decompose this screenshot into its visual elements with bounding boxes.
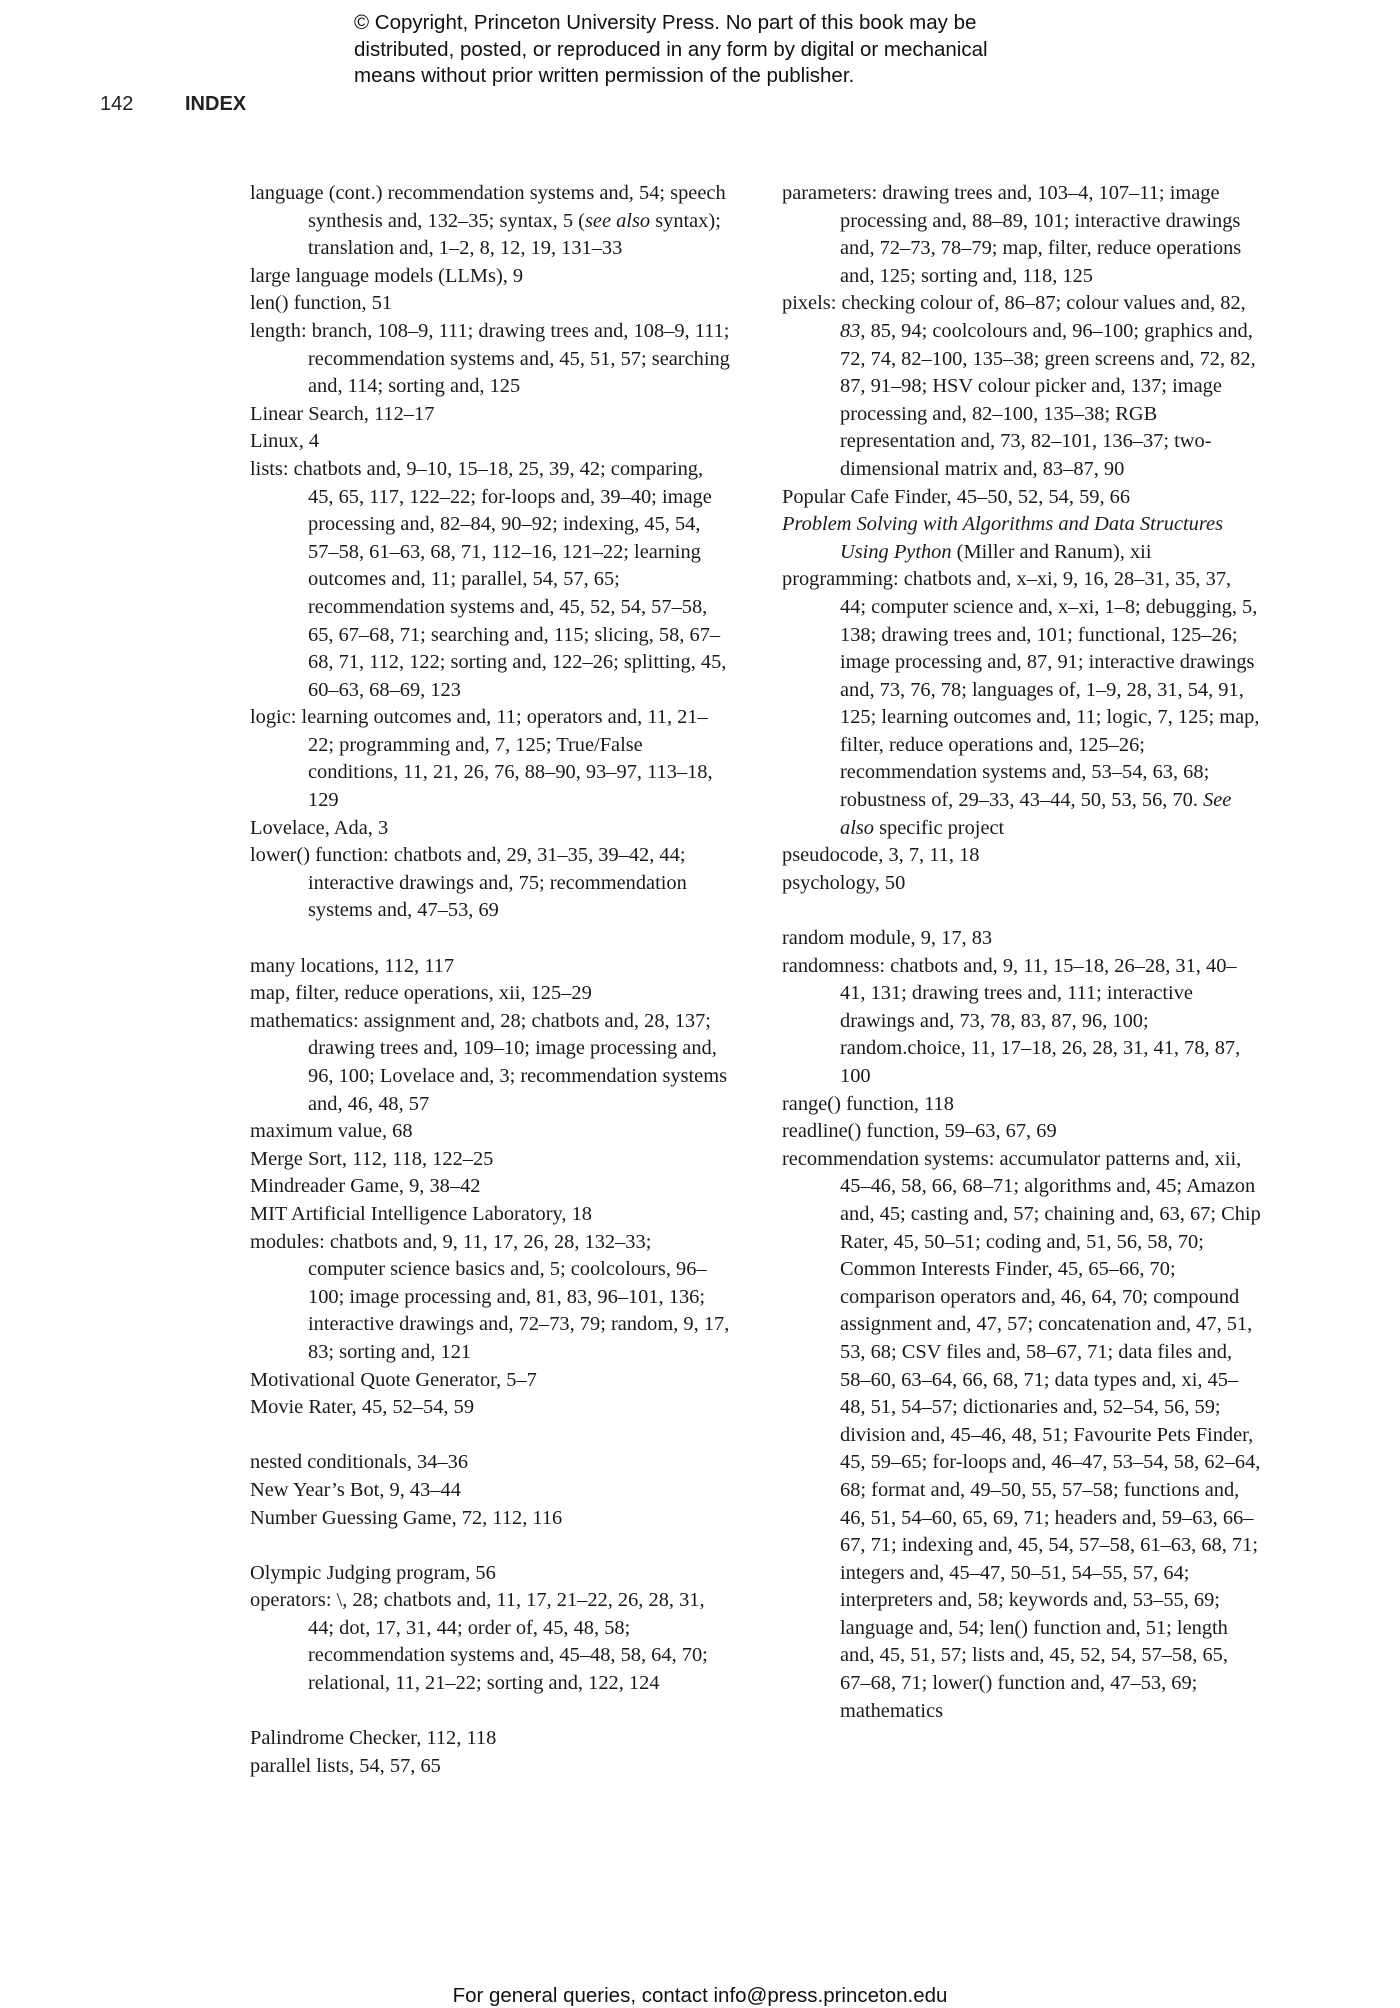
index-entry [250, 1146, 730, 1174]
index-entry-text: map, filter, reduce operations, xii, 125–29 [250, 982, 592, 1005]
index-entry-italic: See also [840, 789, 1232, 839]
index-entry-text: Mindreader Game, 9, 38–42 [250, 1175, 481, 1198]
index-entry-italic: 83 [840, 319, 861, 342]
index-entry [250, 290, 730, 318]
index-entry [250, 1477, 730, 1505]
index-entry-text: lower() function: chatbots and, 29, 31–35, 39–42, 44; interactive drawings and, 75; recommendation systems and, 47–53, 69 [250, 844, 687, 922]
index-entry-text: random module, 9, 17, 83 [782, 927, 993, 950]
index-entry-text: Linear Search, 112–17 [250, 402, 435, 425]
index-entry [250, 1587, 730, 1697]
index-entry [782, 1091, 1262, 1119]
index-entry-text: Olympic Judging program, 56 [250, 1561, 496, 1584]
index-entry-text: Movie Rater, 45, 52–54, 59 [250, 1396, 475, 1419]
index-entry [250, 1008, 730, 1118]
footer-contact: For general queries, contact info@press.princeton.edu [452, 1984, 948, 2007]
index-entry [782, 953, 1262, 1091]
index-entry [782, 842, 1262, 870]
copyright-notice [354, 10, 1114, 90]
index-entry-italic: Problem Solving with Algorithms and Data Structures Using Python [782, 513, 1224, 563]
index-entry [782, 290, 1262, 483]
index-entry [782, 484, 1262, 512]
index-entry [250, 1367, 730, 1395]
index-entry-continuation: syntax); translation and, 1–2, 8, 12, 19, 131–33 [308, 209, 721, 260]
index-entry [250, 1394, 730, 1422]
index-entry [250, 401, 730, 429]
index-entry-text: recommendation systems: accumulator patterns and, xii, 45–46, 58, 66, 68–71; algorithms and, 45; Amazon and, 45; casting and, 57; chaining and, 63, 67; Chip Rater, 45, 50–51; coding and, 51, 56, 58, 70; Common Interests Finder, 45, 65–66, 70; comparison operators and, 46, 64, 70; compound assignment and, 47, 57; concatenation and, 47, 51, 53, 68; CSV files and, 58–67, 71; data files and, 58–60, 63–64, 66, 68, 71; data types and, xi, 45–48, 51, 54–57; dictionaries and, 52–54, 56, 59; division and, 45–46, 48, 51; Favourite Pets Finder, 45, 59–65; for-loops and, 46–47, 53–54, 58, 62–64, 68; format and, 49–50, 55, 57–58; functions and, 46, 51, 54–60, 65, 69, 71; headers and, 59–63, 66–67, 71; indexing and, 45, 54, 57–58, 61–63, 68, 71; integers and, 45–47, 50–51, 54–55, 57, 64; interpreters and, 58; keywords and, 53–55, 69; language and, 54; len() function and, 51; length and, 45, 51, 57; lists and, 45, 52, 54, 57–58, 65, 67–68, 71; lower() function and, 47–53, 69; mathematics [782, 1147, 1261, 1722]
index-entry-text: modules: chatbots and, 9, 11, 17, 26, 28, 132–33; computer science basics and, 5; coolcolours, 96–100; image processing and, 81, 83, 96–101, 136; interactive drawings and, 72–73, 79; random, 9, 17, 83; sorting and, 121 [250, 1230, 730, 1363]
index-entry-text: Lovelace, Ada, 3 [250, 816, 389, 839]
index-entry [782, 180, 1262, 290]
index-entry-text: language (cont.) recommendation systems and, 54; speech synthesis and, 132–35; syntax, 5 ( [250, 182, 726, 232]
index-entry [250, 1449, 730, 1477]
index-entry-italic: see also [584, 209, 651, 232]
index-entry [250, 318, 730, 401]
index-entry [250, 180, 730, 263]
index-entry-text: MIT Artificial Intelligence Laboratory, 18 [250, 1202, 592, 1225]
index-entry-text: nested conditionals, 34–36 [250, 1451, 469, 1474]
index-entry-text: mathematics: assignment and, 28; chatbots and, 28, 137; drawing trees and, 109–10; image processing and, 96, 100; Lovelace and, 3; recommendation systems and, 46, 48, 57 [250, 1009, 728, 1115]
index-entry-text: Palindrome Checker, 112, 118 [250, 1727, 497, 1750]
index-entry [782, 511, 1262, 566]
index-entry [250, 1201, 730, 1229]
index-column-left [250, 180, 730, 1780]
index-entry [782, 925, 1262, 953]
index-entry [250, 815, 730, 843]
index-entry-text: many locations, 112, 117 [250, 954, 455, 977]
running-head: INDEX [185, 93, 247, 115]
letter-group-gap [250, 1422, 730, 1450]
index-entry-text: New Year’s Bot, 9, 43–44 [250, 1478, 461, 1501]
index-entry [782, 1146, 1262, 1725]
index-entry-text: length: branch, 108–9, 111; drawing trees and, 108–9, 111; recommendation systems and, 45, 51, 57; searching and, 114; sorting and, 125 [250, 319, 730, 398]
index-entry-text: lists: chatbots and, 9–10, 15–18, 25, 39, 42; comparing, 45, 65, 117, 122–22; for-loops and, 39–40; image processing and, 82–84, 90–92; indexing, 45, 54, 57–58, 61–63, 68, 71, 112–16, 121–22; learning outcomes and, 11; parallel, 54, 57, 65; recommendation systems and, 45, 52, 54, 57–58, 65, 67–68, 71; searching and, 115; slicing, 58, 67–68, 71, 112, 122; sorting and, 122–26; splitting, 45, 60–63, 68–69, 123 [250, 457, 727, 701]
index-entry-text: large language models (LLMs), 9 [250, 264, 524, 287]
index-entry [782, 870, 1262, 898]
index-entry-continuation: specific project [874, 816, 1005, 839]
letter-group-gap [250, 925, 730, 953]
index-entry-text: range() function, 118 [782, 1092, 954, 1115]
index-entry [250, 456, 730, 704]
index-entry [250, 980, 730, 1008]
index-entry [250, 953, 730, 981]
index-entry-text: len() function, 51 [250, 292, 393, 315]
index-entry-text: Linux, 4 [250, 430, 320, 453]
index-entry [250, 1560, 730, 1588]
index-entry [250, 1753, 730, 1781]
index-column-right [782, 180, 1262, 1725]
index-entry-text: pixels: checking colour of, 86–87; colour values and, 82, [782, 292, 1246, 315]
index-entry-text: parameters: drawing trees and, 103–4, 107–11; image processing and, 88–89, 101; interactive drawings and, 72–73, 78–79; map, filter, reduce operations and, 125; sorting and, 118, 125 [782, 182, 1242, 287]
index-entry [250, 428, 730, 456]
index-entry-text: Popular Cafe Finder, 45–50, 52, 54, 59, 66 [782, 485, 1131, 508]
copyright-line: distributed, posted, or reproduced in any form by digital or mechanical [354, 37, 988, 61]
index-entry [250, 1118, 730, 1146]
index-entry-continuation: , 85, 94; coolcolours and, 96–100; graphics and, 72, 74, 82–100, 135–38; green screens and, 72, 82, 87, 91–98; HSV colour picker and, 137; image processing and, 82–100, 135–38; RGB representation and, 73, 82–101, 136–37; two-dimensional matrix and, 83–87, 90 [840, 319, 1256, 480]
index-entry-text: programming: chatbots and, x–xi, 9, 16, 28–31, 35, 37, 44; computer science and, x–xi, 1–8; debugging, 5, 138; drawing trees and, 101; functional, 125–26; image processing and, 87, 91; interactive drawings and, 73, 76, 78; languages of, 1–9, 28, 31, 54, 91, 125; learning outcomes and, 11; logic, 7, 125; map, filter, reduce operations and, 125–26; recommendation systems and, 53–54, 63, 68; robustness of, 29–33, 43–44, 50, 53, 56, 70. [782, 568, 1260, 812]
index-entry-text: parallel lists, 54, 57, 65 [250, 1754, 441, 1777]
copyright-line: means without prior written permission of the publisher. [354, 64, 855, 87]
index-entry [782, 566, 1262, 842]
index-entry [250, 1229, 730, 1367]
index-entry-continuation: (Miller and Ranum), xii [951, 540, 1152, 563]
index-entry-text: Number Guessing Game, 72, 112, 116 [250, 1506, 563, 1529]
index-entry-text: Motivational Quote Generator, 5–7 [250, 1368, 537, 1391]
index-entry [250, 1173, 730, 1201]
index-entry-text: randomness: chatbots and, 9, 11, 15–18, 26–28, 31, 40–41, 131; drawing trees and, 111; interactive drawings and, 73, 78, 83, 87, 96, 100; random.choice, 11, 17–18, 26, 28, 31, 41, 78, 87, 100 [782, 954, 1241, 1087]
letter-group-gap [782, 897, 1262, 925]
index-entry [250, 263, 730, 291]
index-entry-text: maximum value, 68 [250, 1120, 413, 1143]
index-entry [250, 842, 730, 925]
letter-group-gap [250, 1698, 730, 1726]
page-number: 142 [100, 93, 134, 115]
index-entry-text: readline() function, 59–63, 67, 69 [782, 1120, 1057, 1143]
copyright-line: © Copyright, Princeton University Press. No part of this book may be [354, 11, 977, 34]
index-entry-text: pseudocode, 3, 7, 11, 18 [782, 844, 980, 867]
index-entry [250, 704, 730, 814]
index-entry-text: logic: learning outcomes and, 11; operators and, 11, 21–22; programming and, 7, 125; True/False conditions, 11, 21, 26, 76, 88–90, 93–97, 113–18, 129 [250, 706, 713, 812]
index-entry [250, 1725, 730, 1753]
index-entry-text: operators: \, 28; chatbots and, 11, 17, 21–22, 26, 28, 31, 44; dot, 17, 31, 44; order of, 45, 48, 58; recommendation systems and, 45–48, 58, 64, 70; relational, 11, 21–22; sorting and, 122, 124 [250, 1589, 708, 1695]
index-entry [782, 1118, 1262, 1146]
index-entry-text: Merge Sort, 112, 118, 122–25 [250, 1147, 494, 1170]
index-entry [250, 1505, 730, 1533]
index-entry-text: psychology, 50 [782, 871, 906, 894]
letter-group-gap [250, 1532, 730, 1560]
